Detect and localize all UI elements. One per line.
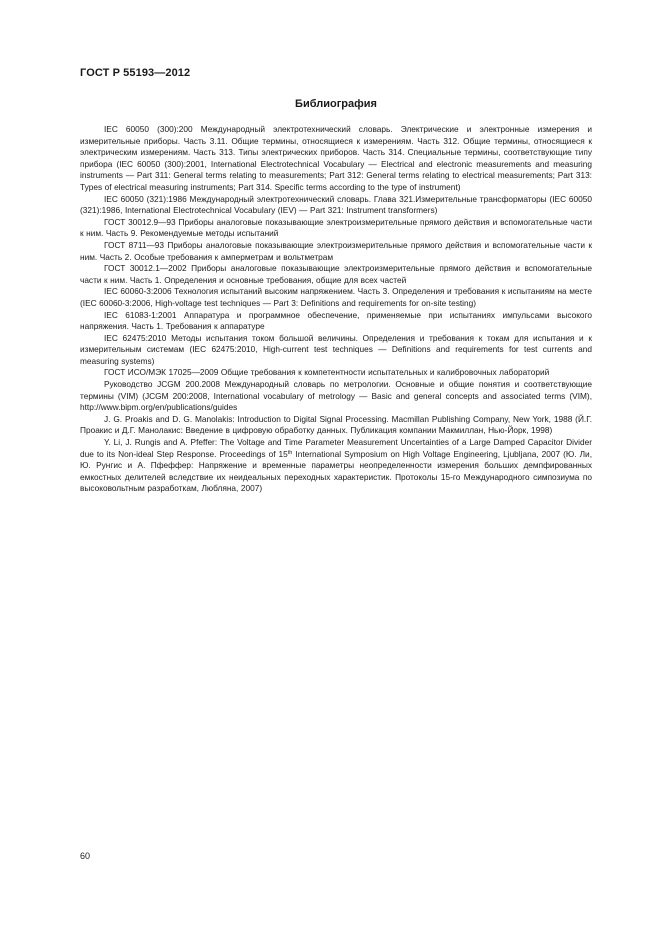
bibliography-title: Библиография	[295, 98, 377, 110]
bibliography-entry: J. G. Proakis and D. G. Manolakis: Introduction to Digital Signal Processing. Macmillan Publishing Company, New York, 1988 (Й.Г. Проакис и Д.Г. Манолакис: Введение в цифровую обработку данных. Публикация компании Макмиллан, Нью-Йорк, 1998)	[80, 413, 592, 436]
bibliography-entry: ГОСТ 8711—93 Приборы аналоговые показывающие электроизмерительные прямого действия и вспомогательные части к ним. Часть 2. Особые требования к амперметрам и вольтметрам	[80, 239, 592, 262]
bibliography-list	[80, 124, 592, 495]
bibliography-entry: ГОСТ 30012.1—2002 Приборы аналоговые показывающие электроизмерительные прямого действия и вспомогательные части к ним. Часть 1. Определения и основные требования, общие для всех частей	[80, 263, 592, 285]
bibliography-entry: ГОСТ 30012.9—93 Приборы аналоговые показывающие электроизмерительные прямого действия и вспомогательные части к ним. Часть 9. Рекомендуемые методы испытаний	[80, 216, 592, 239]
page-number: 60	[80, 851, 91, 861]
bibliography-entry: IEC 60060-3:2006 Технология испытаний высоким напряжением. Часть 3. Определения и требования к испытаниям на месте (IEC 60060-3:2006, High-voltage test techniques — Part 3: Definitions and requirements for on-site testing)	[80, 286, 592, 308]
bibliography-entry: IEC 60050 (321):1986 Международный электротехнический словарь. Глава 321.Измерительные трансформаторы (IEC 60050 (321):1986, International Electrotechnical Vocabulary (IEV) — Part 321: Instrument transformers)	[80, 193, 592, 216]
bibliography-entry: IEC 61083-1:2001 Аппаратура и программное обеспечение, применяемые при испытаниях импульсами высокого напряжения. Часть 1. Требования к аппаратуре	[80, 309, 592, 332]
bibliography-entry: IEC 62475:2010 Методы испытания током большой величины. Определения и требования к токам для испытания и к измерительным системам (IEC 62475:2010, High-current test techniques — Definitions and requirements for test currents and measuring systems)	[80, 332, 592, 366]
bibliography-entry: ГОСТ ИСО/МЭК 17025—2009 Общие требования к компетентности испытательных и калибровочных лабораторий	[104, 367, 550, 378]
bibliography-entry	[80, 437, 592, 495]
bibliography-entry-text: Y. Li, J. Rungis and A. Pfeffer: The Voltage and Time Parameter Measurement Uncertainties of a Large Damped Capacitor Divider due to its Non-ideal Step Response. Proceedings of 15	[80, 437, 592, 459]
bibliography-entry: Руководство JCGM 200.2008 Международный словарь по метрологии. Основные и общие понятия и соответствующие термины (VIM) (JCGM 200:2008, International vocabulary of metrology — Basic and general concepts and associated terms (VIM), http://www.bipm.org/en/publications/guides	[80, 379, 592, 413]
ordinal-superscript: th	[287, 449, 293, 456]
document-header-code: ГОСТ Р 55193—2012	[80, 67, 191, 79]
bibliography-entry: IEC 60050 (300):200 Международный электротехнический словарь. Электрические и электронные измерения и измерительные приборы. Часть 3.11. Общие термины, относящиеся к измерениям. Часть 312. Общие термины, относящиеся к электрическим измерениям. Часть 313. Типы электрических приборов. Часть 314. Специальные термины, соответствующие типу прибора (IEC 60050 (300):2001, International Electrotechnical Vocabulary — Electrical and electronic measurements and measuring instruments — Part 311: General terms relating to measurements; Part 312: General terms relating to electrical measurements; Part 313: Types of electrical measuring instruments; Part 314. Specific terms according to the type of instrument)	[80, 124, 592, 192]
bibliography-entry-text: International Symposium on High Voltage Engineering, Ljubljana, 2007 (Ю. Ли, Ю. Рунгис и А. Пфеффер: Напряжение и временные параметры неопределенности измерения больших демпфированных емкостных делителей вследствие их неидеальных переходных характеристик. Протоколы 15-го Международного симпозиума по высоковольтным разработкам, Любляна, 2007)	[80, 448, 592, 494]
